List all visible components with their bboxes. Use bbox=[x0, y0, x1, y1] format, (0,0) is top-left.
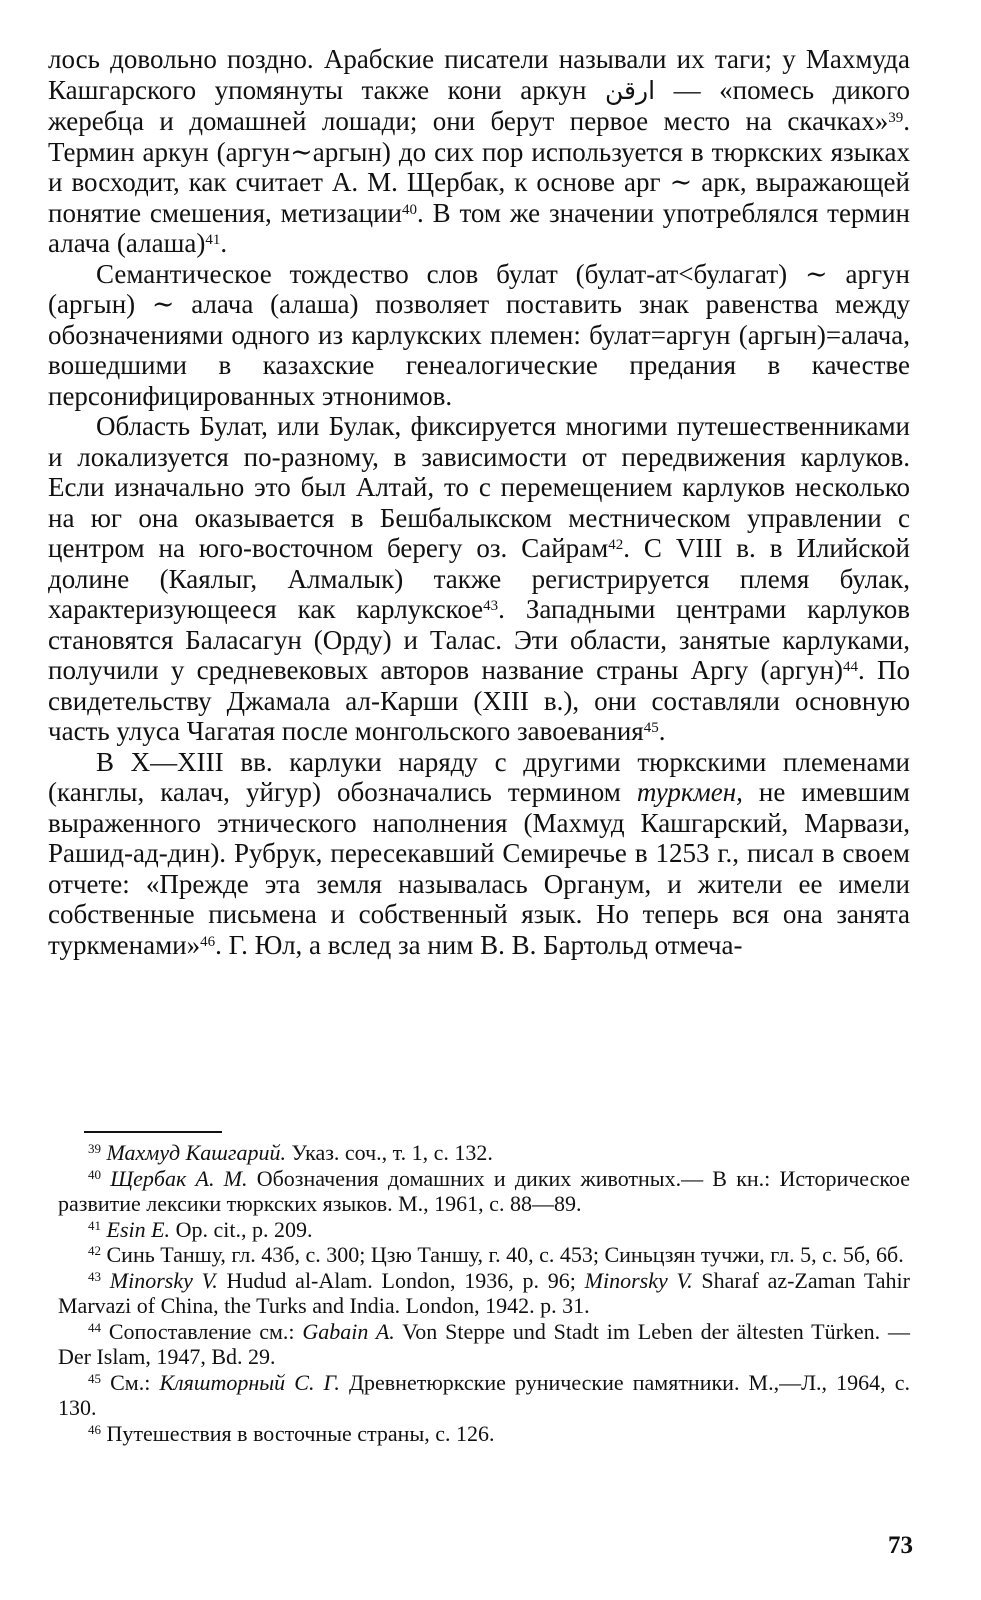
footnote-43: $^{43}$ Minorsky V. Hudud al-Alam. London, 1936, p. 96; Minorsky V. Sharaf az-Zaman Tahir Marvazi of China, the Turks and India. London, 1942. p. 31. bbox=[58, 1267, 910, 1318]
footnote-ref: 43 bbox=[483, 597, 499, 614]
paragraph-2: Семантическое тождество слов булат (булат-ат<булагат) ∼ аргун (аргын) ∼ алача (алаша) позволяет поставить знак равенства между обозначениями одного из карлукских племен: булат=аргун (аргын)=алача, вошедшими в казахские генеалогические предания в качестве персонифицированных этнонимов. bbox=[48, 258, 910, 411]
footnote-45: $^{45}$ См.: Кляшторный С. Г. Древнетюркские рунические памятники. М.,—Л., 1964, с. 130. bbox=[58, 1369, 911, 1420]
footnote-ref: 44 bbox=[842, 658, 858, 675]
arabic-word: ارقن bbox=[605, 75, 656, 105]
footnote-ref: 41 bbox=[205, 231, 221, 248]
footnote-ref: 42 bbox=[608, 536, 624, 553]
footnote-46: $^{46}$ Путешествия в восточные страны, с. 126. bbox=[88, 1420, 495, 1446]
footnote-ref: 46 bbox=[200, 933, 216, 950]
footnote-ref: 39 bbox=[888, 109, 904, 126]
footnote-44: $^{44}$ Сопоставление см.: Gabain A. Von Steppe und Stadt im Leben der ältesten Türken. — Der Islam, 1947, Bd. 29. bbox=[58, 1318, 911, 1369]
footnotes bbox=[58, 1140, 910, 1446]
page-number: 73 bbox=[888, 1532, 913, 1559]
italic-term: туркмен, bbox=[636, 777, 743, 807]
footnote-41: $^{41}$ Esin E. Op. cit., p. 209. bbox=[88, 1216, 313, 1242]
footnote-40: $^{40}$ Щербак А. М. Обозначения домашних и диких животных.— В кн.: Историческое развитие лексики тюркских языков. М., 1961, с. 88—89. bbox=[58, 1165, 910, 1216]
footnote-ref: 40 bbox=[401, 201, 417, 218]
footnote-divider bbox=[84, 1131, 222, 1133]
paragraph-3: Область Булат, или Булак, фиксируется многими путешественниками и локализуется по-разному, в зависимости от передвижения карлуков. Если изначально это был Алтай, то с перемещением карлуков несколько на юг она оказывается в Бешбалыкском местническом управлении с центром на юго-восточном берегу оз. Сайрам$^{42}$. С VIII в. в Илийской долине (Каялыг, Алмалык) также регистрируется племя булак, характеризующееся как карлукское$^{43}$. Западными центрами карлуков становятся Баласагун (Орду) и Талас. Эти области, занятые карлуками, получили у средневековых авторов название страны Аргу (аргун)$^{44}$. По свидетельству Джамала ал-Карши (XIII в.), они составляли основную часть улуса Чагатая после монгольского завоевания$^{45}$. bbox=[48, 411, 910, 746]
footnote-ref: 45 bbox=[643, 719, 659, 736]
footnote-39: $^{39}$ Махмуд Кашгарий. Указ. соч., т. 1, с. 132. bbox=[88, 1140, 493, 1165]
main-text bbox=[48, 44, 910, 960]
footnote-42: $^{42}$ Синь Таншу, гл. 43б, с. 300; Цзю Таншу, г. 40, с. 453; Синьцзян тучжи, гл. 5, с. 5б, 6б. bbox=[88, 1242, 904, 1267]
paragraph-4: В X—XIII вв. карлуки наряду с другими тюркскими племенами (канглы, калач, уйгур) обозначались термином туркмен, не имевшим выраженного этнического наполнения (Махмуд Кашгарский, Марвази, Рашид-ад-дин). Рубрук, пересекавший Семиречье в 1253 г., писал в своем отчете: «Прежде эта земля называлась Органум, и жители ее имели собственные письмена и собственный язык. Но теперь вся она занята туркменами»$^{46}$. Г. Юл, а вслед за ним В. В. Бартольд отмеча- bbox=[48, 746, 910, 960]
paragraph-1: лось довольно поздно. Арабские писатели называли их таги; у Махмуда Кашгарского упомянуты также кони аркун ارقن — «помесь дикого жеребца и домашней лошади; они берут первое место на скачках»$^{39}$. Термин аркун (аргун∼аргын) до сих пор используется в тюркских языках и восходит, как считает А. М. Щербак, к основе арг ∼ арк, выражающей понятие смешения, метизации$^{40}$. В том же значении употреблялся термин алача (алаша)$^{41}$. bbox=[48, 44, 911, 258]
